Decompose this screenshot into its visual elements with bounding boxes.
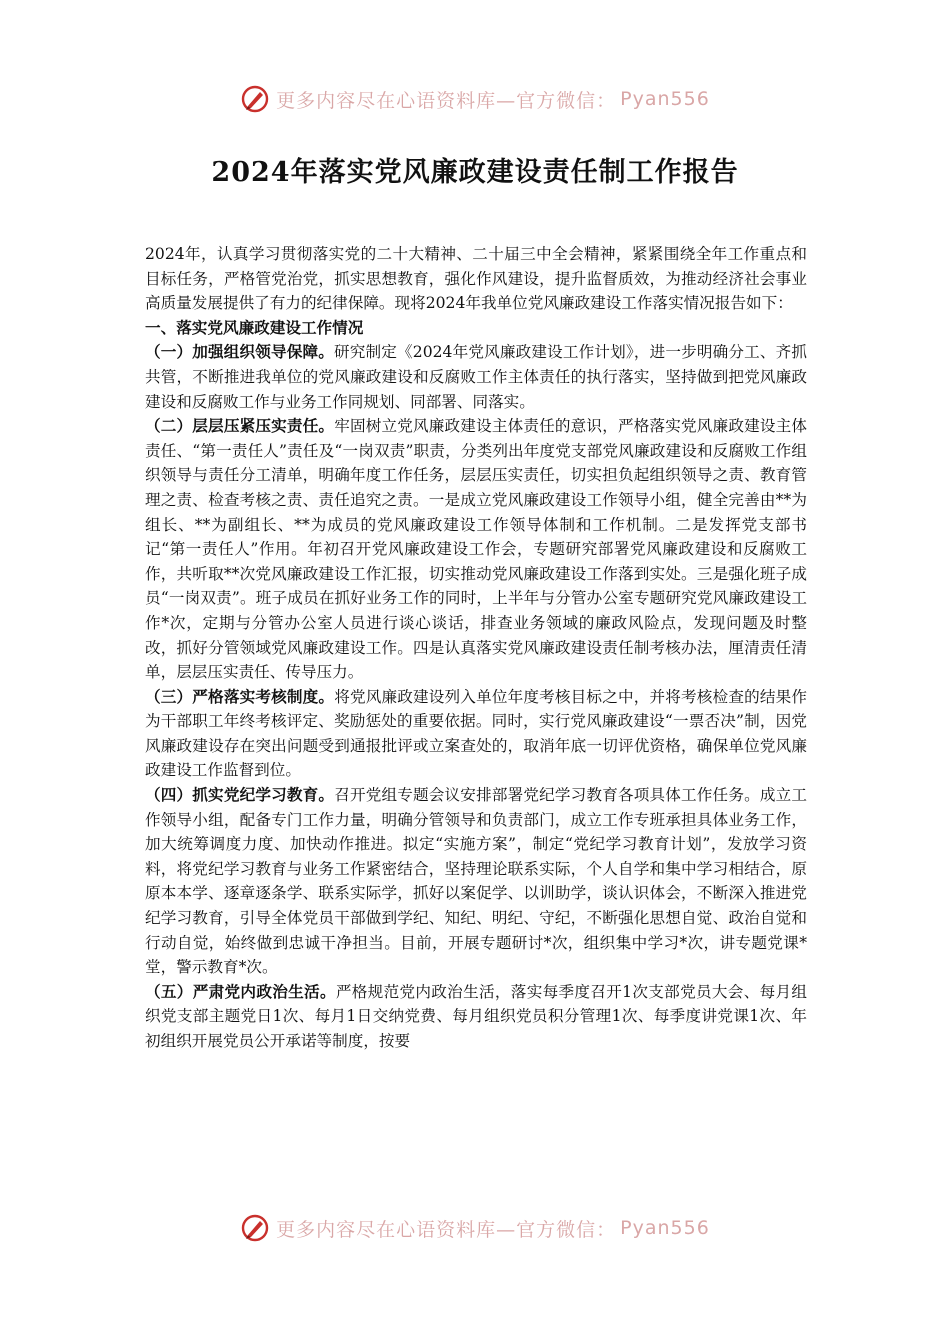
paragraph-lead: （三）严格落实考核制度。	[145, 686, 335, 706]
watermark-text: 更多内容尽在心语资料库—官方微信：	[276, 1218, 617, 1241]
body-paragraph	[145, 980, 807, 1054]
paragraph-lead: （四）抓实党纪学习教育。	[145, 785, 335, 805]
intro-paragraph: 2024年，认真学习贯彻落实党的二十大精神、二十届三中全会精神，紧紧围绕全年工作重点和目标任务，严格管党治党，抓实思想教育，强化作风建设，提升监督质效，为推动经济社会事业高质量发展提供了有力的纪律保障。现将2024年我单位党风廉政建设工作落实情况报告如下：	[145, 245, 807, 313]
watermark-text: 更多内容尽在心语资料库—官方微信：	[276, 89, 617, 112]
watermark-footer	[0, 1213, 950, 1243]
body-paragraph	[145, 685, 807, 783]
paragraph-lead: （五）严肃党内政治生活。	[145, 981, 336, 1001]
body-paragraph	[145, 414, 807, 685]
watermark-header	[0, 84, 950, 114]
paragraph-lead: （一）加强组织领导保障。	[145, 342, 335, 362]
document-title: 2024年落实党风廉政建设责任制工作报告	[211, 157, 739, 188]
paragraph-text: 召开党组专题会议安排部署党纪学习教育各项具体工作任务。成立工作领导小组，配备专门工作力量，明确分管领导和负责部门，成立工作专班承担具体业务工作，加大统筹调度力度、加快动作推进。拟定“实施方案”，制定“党纪学习教育计划”，发放学习资料，将党纪学习教育与业务工作紧密结合，坚持理论联系实际，个人自学和集中学习相结合，原原本本学、逐章逐条学、联系实际学，抓好以案促学、以训助学，谈认识体会，不断深入推进党纪学习教育，引导全体党员干部做到学纪、知纪、明纪、守纪，不断强化思想自觉、政治自觉和行动自觉，始终做到忠诚干净担当。目前，开展专题研讨*次，组织集中学习*次，讲专题党课*堂，警示教育*次。	[145, 786, 807, 977]
pen-logo-icon	[240, 84, 270, 114]
paragraph-text: 严格规范党内政治生活，落实每季度召开1次支部党员大会、每月组织党支部主题党日1次、每月1日交纳党费、每月组织党员积分管理1次、每季度讲党课1次、年初组织开展党员公开承诺等制度，按要	[145, 982, 807, 1050]
watermark-handle: Pyan556	[620, 1217, 710, 1239]
body-paragraph	[145, 340, 807, 414]
paragraph-text: 研究制定《2024年党风廉政建设工作计划》，进一步明确分工、齐抓共管，不断推进我单位的党风廉政建设和反腐败工作主体责任的执行落实，坚持做到把党风廉政建设和反腐败工作与业务工作同规划、同部署、同落实。	[145, 343, 807, 411]
document-body	[145, 242, 807, 1054]
watermark-handle: Pyan556	[620, 88, 710, 110]
body-paragraph	[145, 783, 807, 980]
paragraph-text: 将党风廉政建设列入单位年度考核目标之中，并将考核检查的结果作为干部职工年终考核评定、奖励惩处的重要依据。同时，实行党风廉政建设“一票否决”制，因党风廉政建设存在突出问题受到通报批评或立案查处的，取消年底一切评优资格，确保单位党风廉政建设工作监督到位。	[145, 687, 807, 780]
section-heading: 一、落实党风廉政建设工作情况	[145, 317, 364, 337]
pen-logo-icon	[240, 1213, 270, 1243]
paragraph-text: 牢固树立党风廉政建设主体责任的意识，严格落实党风廉政建设主体责任、“第一责任人”责任及“一岗双责”职责，分类列出年度党支部党风廉政建设和反腐败工作组织领导与责任分工清单，明确年度工作任务，层层压实责任，切实担负起组织领导之责、教育管理之责、检查考核之责、责任追究之责。一是成立党风廉政建设工作领导小组，健全完善由**为组长、**为副组长、**为成员的党风廉政建设工作领导体制和工作机制。二是发挥党支部书记“第一责任人”作用。年初召开党风廉政建设工作会，专题研究部署党风廉政建设和反腐败工作，共听取**次党风廉政建设工作汇报，切实推动党风廉政建设工作落到实处。三是强化班子成员“一岗双责”。班子成员在抓好业务工作的同时，上半年与分管办公室专题研究党风廉政建设工作*次，定期与分管办公室人员进行谈心谈话，排查业务领域的廉政风险点，发现问题及时整改，抓好分管领域党风廉政建设工作。四是认真落实党风廉政建设责任制考核办法，厘清责任清单，层层压实责任、传导压力。	[145, 417, 807, 682]
paragraph-lead: （二）层层压紧压实责任。	[145, 416, 335, 436]
